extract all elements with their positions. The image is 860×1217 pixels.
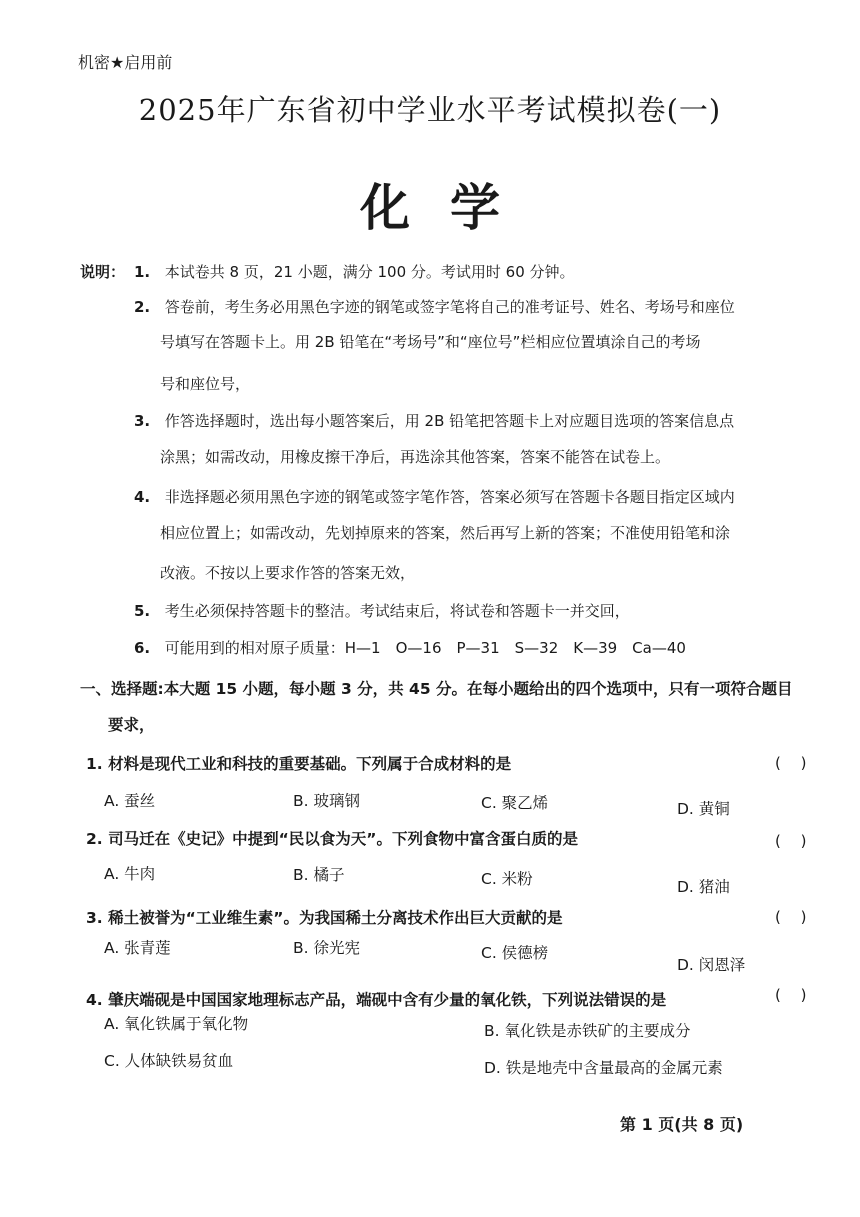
section-heading: 一、选择题:本大题 15 小题，每小题 3 分，共 45 分。在每小题给出的四个选项中，只有一项符合题目: [80, 680, 793, 698]
option-d: D. 猪油: [677, 878, 730, 896]
instruction-text: 改液。不按以上要求作答的答案无效，: [160, 564, 416, 582]
question-stem: 2. 司马迁在《史记》中提到“民以食为天”。下列食物中富含蛋白质的是: [86, 830, 578, 848]
option-d: D. 黄铜: [677, 800, 730, 818]
option-a: A. 张青莲: [104, 939, 171, 957]
instruction-number: 6.: [134, 639, 151, 657]
instruction-number: 5.: [134, 602, 151, 620]
question-stem: 4. 肇庆端砚是中国国家地理标志产品，端砚中含有少量的氧化铁，下列说法错误的是: [86, 991, 667, 1009]
option-c: C. 人体缺铁易贫血: [104, 1052, 234, 1070]
confidential-label: 机密★启用前: [78, 53, 173, 72]
instruction-text: 作答选择题时，选出每小题答案后，用 2B 铅笔把答题卡上对应题目选项的答案信息点: [164, 412, 735, 430]
instruction-number: 3.: [134, 412, 151, 430]
instruction-item-2: [134, 296, 735, 317]
instruction-item-6: [134, 637, 686, 658]
instruction-text: 可能用到的相对原子质量：H—1 O—16 P—31 S—32 K—39 Ca—40: [164, 639, 686, 657]
instruction-number: 4.: [134, 488, 151, 506]
instruction-text: 答卷前，考生务必用黑色字迹的钢笔或签字笔将自己的准考证号、姓名、考场号和座位: [164, 298, 735, 316]
option-b: B. 徐光宪: [293, 939, 360, 957]
instruction-text: 本试卷共 8 页，21 小题，满分 100 分。考试用时 60 分钟。: [164, 263, 575, 281]
option-c: C. 米粉: [481, 870, 533, 888]
instruction-text: 号填写在答题卡上。用 2B 铅笔在“考场号”和“座位号”栏相应位置填涂自己的考场: [160, 333, 701, 351]
answer-parenthesis: ( ): [775, 832, 807, 850]
answer-parenthesis: ( ): [775, 754, 807, 772]
option-b: B. 橘子: [293, 866, 345, 884]
instruction-text: 非选择题必须用黑色字迹的钢笔或签字笔作答，答案必须写在答题卡各题目指定区域内: [164, 488, 735, 506]
instruction-item-1: [134, 261, 575, 282]
instruction-number: 1.: [134, 263, 151, 281]
instruction-text: 涂黑；如需改动，用橡皮擦干净后，再选涂其他答案，答案不能答在试卷上。: [160, 448, 671, 466]
answer-parenthesis: ( ): [775, 908, 807, 926]
subject-title: 化学: [360, 179, 540, 237]
option-c: C. 聚乙烯: [481, 794, 549, 812]
option-a: A. 氧化铁属于氧化物: [104, 1015, 249, 1033]
instruction-item-5: [134, 600, 630, 621]
question-stem: 3. 稀土被誉为“工业维生素”。为我国稀土分离技术作出巨大贡献的是: [86, 909, 563, 927]
option-a: A. 蚕丝: [104, 792, 156, 810]
option-d: D. 铁是地壳中含量最高的金属元素: [484, 1059, 723, 1077]
page-number: 第 1 页(共 8 页): [620, 1115, 744, 1134]
option-d: D. 闵恩泽: [677, 956, 746, 974]
instruction-item-3: [134, 410, 734, 431]
instruction-number: 2.: [134, 298, 151, 316]
section-heading-cont: 要求，: [108, 716, 155, 734]
instruction-text: 相应位置上；如需改动，先划掉原来的答案，然后再写上新的答案；不准使用铅笔和涂: [160, 524, 731, 542]
option-a: A. 牛肉: [104, 865, 156, 883]
option-b: B. 氧化铁是赤铁矿的主要成分: [484, 1022, 691, 1040]
instruction-text: 考生必须保持答题卡的整洁。考试结束后，将试卷和答题卡一并交回，: [164, 602, 630, 620]
question-stem: 1. 材料是现代工业和科技的重要基础。下列属于合成材料的是: [86, 755, 512, 773]
instruction-item-4: [134, 486, 735, 507]
exam-title: 2025年广东省初中学业水平考试模拟卷(一): [138, 93, 722, 127]
instruction-text: 号和座位号，: [160, 375, 251, 393]
answer-parenthesis: ( ): [775, 986, 807, 1004]
option-b: B. 玻璃钢: [293, 792, 360, 810]
instructions-label: 说明：: [80, 263, 126, 281]
option-c: C. 侯德榜: [481, 944, 549, 962]
